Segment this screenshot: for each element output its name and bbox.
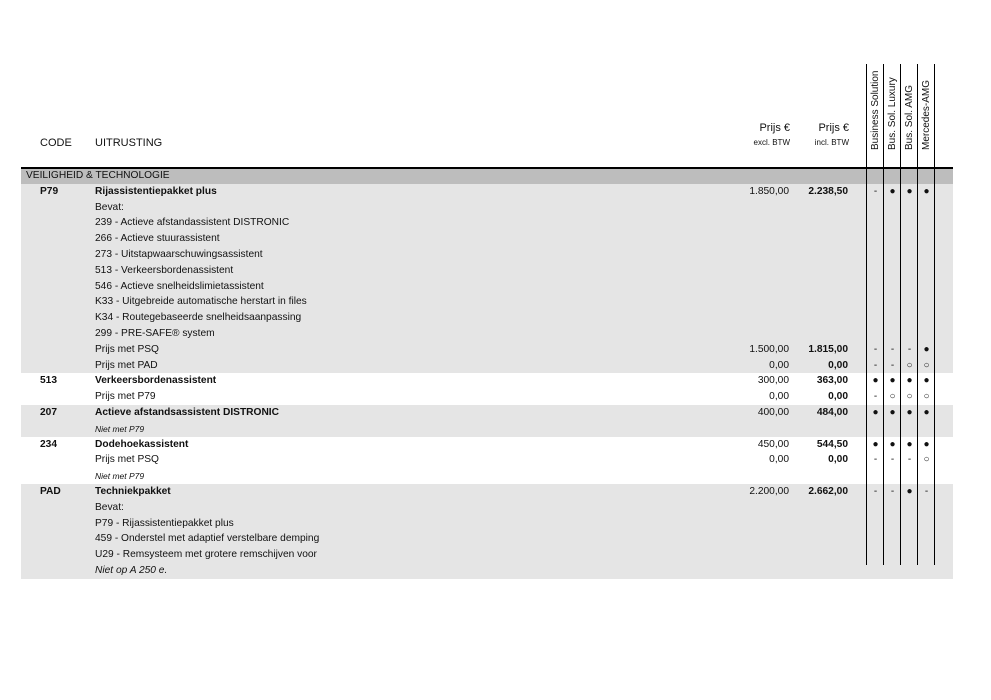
availability-mark: - <box>873 343 878 355</box>
table-row <box>21 294 953 310</box>
column-divider <box>917 64 918 565</box>
price-incl-vat: 2.238,50 <box>808 185 848 197</box>
availability-mark: ● <box>889 185 896 197</box>
column-divider <box>900 64 901 565</box>
price-incl-vat: 2.662,00 <box>808 485 848 497</box>
header-equipment: UITRUSTING <box>95 137 163 149</box>
variant-label-business-solution: Business Solution <box>870 70 881 150</box>
header-price-incl: Prijs € <box>818 122 849 134</box>
option-description: Prijs met PSQ <box>95 343 159 355</box>
table-row <box>21 437 953 453</box>
price-excl-vat: 450,00 <box>757 438 789 450</box>
option-description: 546 - Actieve snelheidslimietassistent <box>95 280 264 292</box>
option-code: 234 <box>40 438 57 450</box>
availability-mark: - <box>890 359 895 371</box>
table-row <box>21 421 953 437</box>
price-incl-vat: 0,00 <box>828 391 848 403</box>
option-description: Prijs met PSQ <box>95 454 159 466</box>
header-price-excl: Prijs € <box>759 122 790 134</box>
availability-mark: ● <box>923 406 930 418</box>
availability-mark: ● <box>889 438 896 450</box>
price-excl-vat: 0,00 <box>769 454 789 466</box>
header-divider <box>21 167 953 169</box>
availability-mark: - <box>873 391 878 403</box>
option-description: Niet op A 250 e. <box>95 564 168 576</box>
section-title: VEILIGHEID & TECHNOLOGIE <box>26 170 170 181</box>
availability-mark: ● <box>923 185 930 197</box>
price-incl-vat: 484,00 <box>816 406 848 418</box>
availability-mark: ● <box>906 185 913 197</box>
option-description: U29 - Remsysteem met grotere remschijven voor <box>95 549 317 561</box>
table-row <box>21 231 953 247</box>
availability-mark: - <box>873 359 878 371</box>
variant-label-bus-sol-luxury: Bus. Sol. Luxury <box>887 77 898 150</box>
table-row <box>21 389 953 405</box>
option-description: 273 - Uitstapwaarschuwingsassistent <box>95 248 263 260</box>
table-row <box>21 531 953 547</box>
availability-mark: ● <box>923 438 930 450</box>
price-incl-vat: 0,00 <box>828 454 848 466</box>
table-row <box>21 547 953 563</box>
header-price-incl-sub: incl. BTW <box>814 138 849 147</box>
table-row <box>21 500 953 516</box>
availability-mark: ○ <box>923 454 930 466</box>
option-description: K34 - Routegebaseerde snelheidsaanpassing <box>95 312 302 324</box>
price-incl-vat: 1.815,00 <box>808 343 848 355</box>
option-description: Bevat: <box>95 201 124 213</box>
option-description: Dodehoekassistent <box>95 438 189 450</box>
option-description: Prijs met P79 <box>95 391 156 403</box>
availability-mark: ● <box>872 406 879 418</box>
price-excl-vat: 0,00 <box>769 359 789 371</box>
table-row <box>21 405 953 421</box>
availability-mark: ○ <box>906 391 913 403</box>
availability-mark: ● <box>872 375 879 387</box>
price-excl-vat: 400,00 <box>757 406 789 418</box>
option-code: 207 <box>40 406 57 418</box>
availability-mark: ○ <box>923 391 930 403</box>
table-row <box>21 342 953 358</box>
availability-mark: ● <box>872 438 879 450</box>
price-excl-vat: 1.500,00 <box>749 343 789 355</box>
option-description: Rijassistentiepakket plus <box>95 185 217 197</box>
option-code: PAD <box>40 485 61 497</box>
variant-label-mercedes-amg: Mercedes-AMG <box>921 79 932 150</box>
availability-mark: - <box>873 454 878 466</box>
equipment-table <box>21 168 953 579</box>
option-description: Prijs met PAD <box>95 359 158 371</box>
table-row <box>21 215 953 231</box>
column-divider <box>883 64 884 565</box>
option-description: P79 - Rijassistentiepakket plus <box>95 517 234 529</box>
availability-mark: - <box>907 454 912 466</box>
price-excl-vat: 0,00 <box>769 391 789 403</box>
availability-mark: - <box>907 343 912 355</box>
option-description: Niet met P79 <box>95 471 145 482</box>
price-excl-vat: 1.850,00 <box>749 185 789 197</box>
table-row <box>21 279 953 295</box>
column-divider <box>934 64 935 565</box>
availability-mark: ● <box>906 485 913 497</box>
option-description: 239 - Actieve afstandassistent DISTRONIC <box>95 217 290 229</box>
availability-mark: ● <box>906 375 913 387</box>
price-excl-vat: 2.200,00 <box>749 485 789 497</box>
table-row <box>21 452 953 468</box>
price-incl-vat: 0,00 <box>828 359 848 371</box>
availability-mark: ● <box>906 406 913 418</box>
availability-mark: - <box>890 485 895 497</box>
availability-mark: ● <box>923 343 930 355</box>
header-code: CODE <box>40 137 72 149</box>
availability-mark: ○ <box>923 359 930 371</box>
option-description: Bevat: <box>95 501 124 513</box>
option-description: 513 - Verkeersbordenassistent <box>95 264 234 276</box>
option-description: 299 - PRE-SAFE® system <box>95 327 215 339</box>
table-row <box>21 358 953 374</box>
option-description: Niet met P79 <box>95 423 145 434</box>
table-row <box>21 247 953 263</box>
table-row <box>21 373 953 389</box>
section-header <box>21 168 953 184</box>
availability-mark: - <box>890 454 895 466</box>
option-description: Actieve afstandsassistent DISTRONIC <box>95 406 279 418</box>
availability-mark: - <box>873 485 878 497</box>
table-row <box>21 326 953 342</box>
price-incl-vat: 363,00 <box>816 375 848 387</box>
availability-mark: ○ <box>906 359 913 371</box>
option-description: 266 - Actieve stuurassistent <box>95 233 220 245</box>
availability-mark: - <box>924 485 929 497</box>
availability-mark: - <box>890 343 895 355</box>
table-row <box>21 563 953 579</box>
table-row <box>21 468 953 484</box>
price-excl-vat: 300,00 <box>757 375 789 387</box>
option-code: P79 <box>40 185 59 197</box>
table-row <box>21 516 953 532</box>
table-row <box>21 263 953 279</box>
option-description: Techniekpakket <box>95 485 171 497</box>
availability-mark: ○ <box>889 391 896 403</box>
availability-mark: ● <box>889 375 896 387</box>
table-row <box>21 200 953 216</box>
availability-mark: ● <box>923 375 930 387</box>
table-row <box>21 184 953 200</box>
price-incl-vat: 544,50 <box>816 438 848 450</box>
variant-label-bus-sol-amg: Bus. Sol. AMG <box>904 84 915 150</box>
option-description: K33 - Uitgebreide automatische herstart in files <box>95 296 307 308</box>
availability-mark: ● <box>889 406 896 418</box>
table-row <box>21 310 953 326</box>
header-price-excl-sub: excl. BTW <box>753 138 790 147</box>
option-description: Verkeersbordenassistent <box>95 375 217 387</box>
availability-mark: - <box>873 185 878 197</box>
option-description: 459 - Onderstel met adaptief verstelbare demping <box>95 533 320 545</box>
table-row <box>21 484 953 500</box>
availability-mark: ● <box>906 438 913 450</box>
option-code: 513 <box>40 375 57 387</box>
column-divider <box>866 64 867 565</box>
